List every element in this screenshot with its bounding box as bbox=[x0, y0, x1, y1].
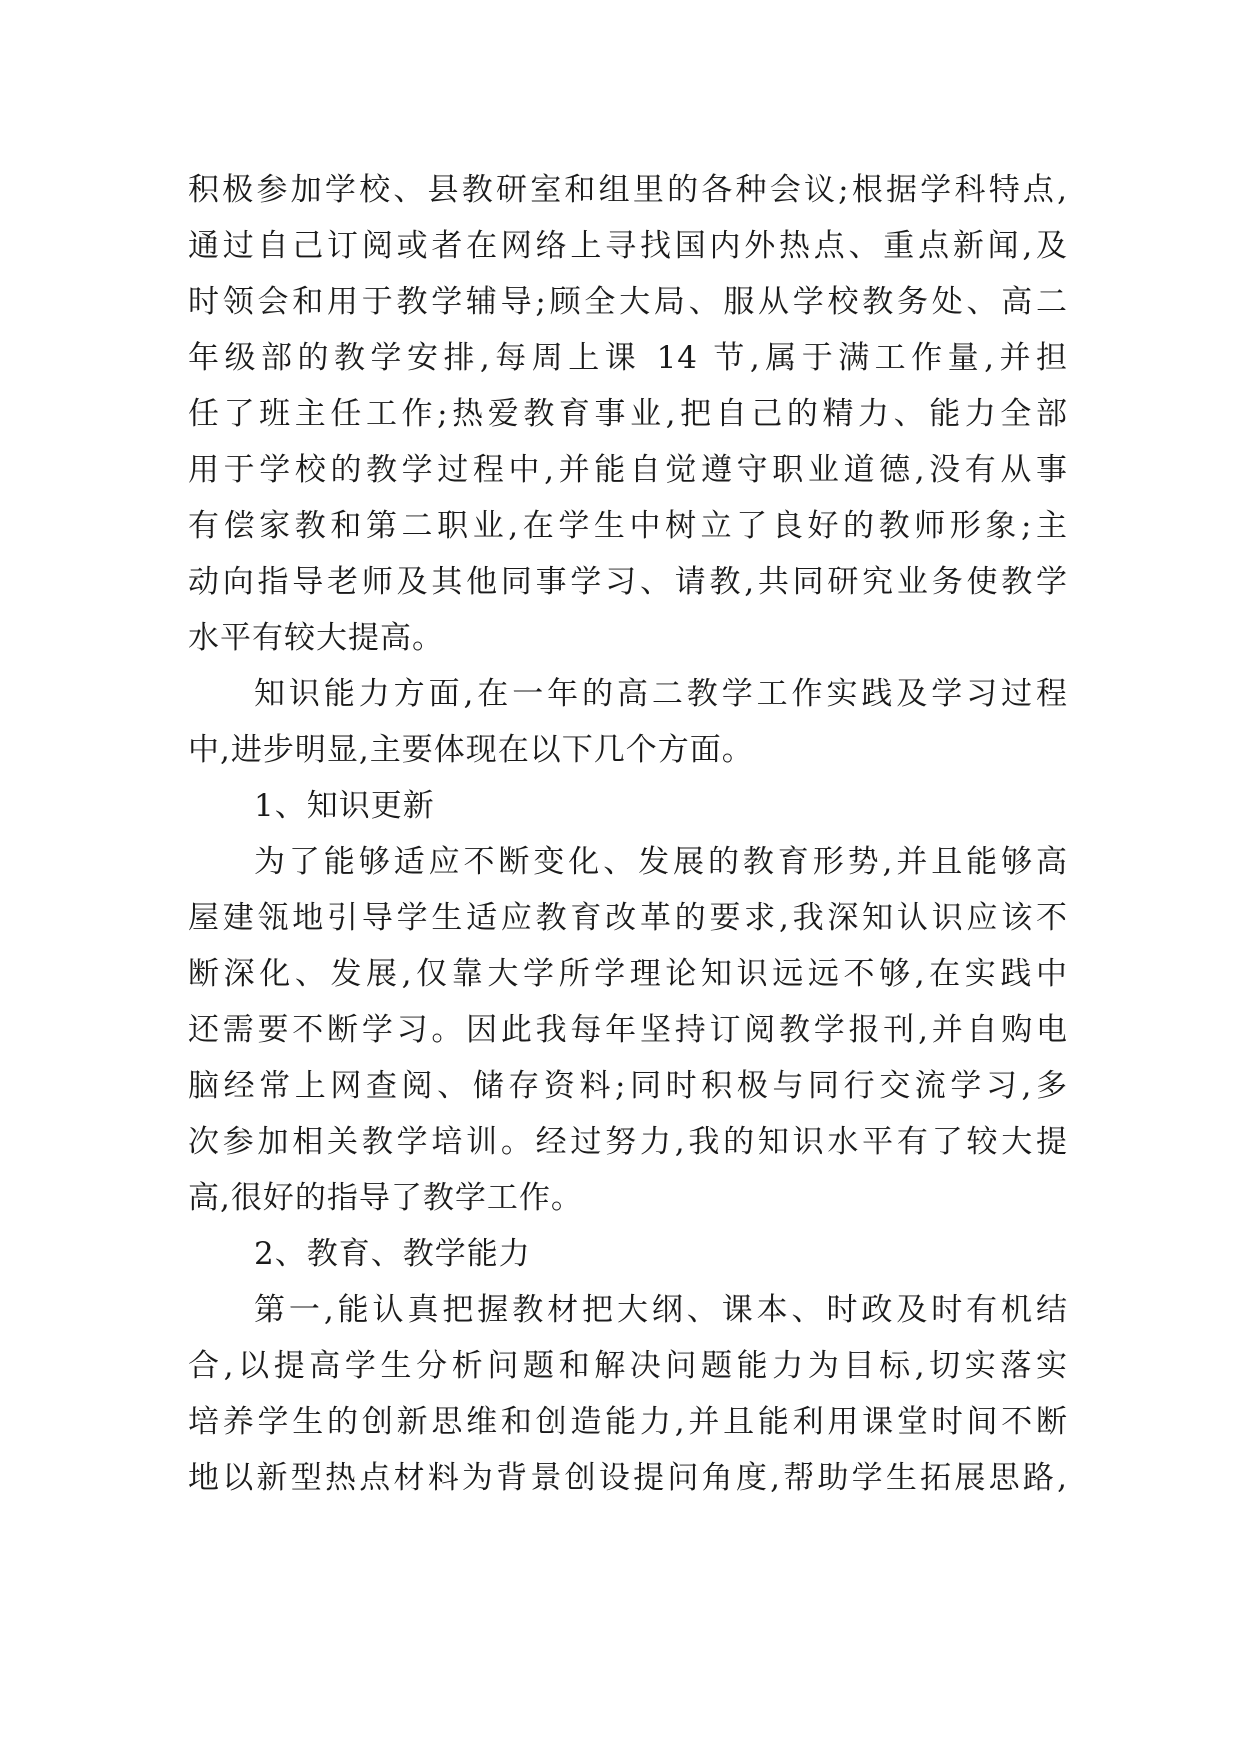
text-line: 动向指导老师及其他同事学习、请教,共同研究业务使教学 bbox=[188, 564, 1068, 600]
text-line: 高,很好的指导了教学工作。 bbox=[188, 1180, 583, 1216]
text-line: 屋建瓴地引导学生适应教育改革的要求,我深知认识应该不 bbox=[188, 900, 1068, 936]
text-line: 有偿家教和第二职业,在学生中树立了良好的教师形象;主 bbox=[188, 508, 1068, 544]
text-line: 地以新型热点材料为背景创设提问角度,帮助学生拓展思路, bbox=[188, 1460, 1068, 1496]
text-line: 1、知识更新 bbox=[254, 788, 435, 824]
text-line: 合,以提高学生分析问题和解决问题能力为目标,切实落实 bbox=[188, 1348, 1068, 1384]
text-line: 用于学校的教学过程中,并能自觉遵守职业道德,没有从事 bbox=[188, 452, 1068, 488]
text-line: 通过自己订阅或者在网络上寻找国内外热点、重点新闻,及 bbox=[188, 228, 1068, 264]
text-line: 为了能够适应不断变化、发展的教育形势,并且能够高 bbox=[254, 844, 1068, 880]
text-line: 时领会和用于教学辅导;顾全大局、服从学校教务处、高二 bbox=[188, 284, 1068, 320]
text-line: 还需要不断学习。因此我每年坚持订阅教学报刊,并自购电 bbox=[188, 1012, 1068, 1048]
text-line: 2、教育、教学能力 bbox=[254, 1236, 531, 1272]
text-line: 脑经常上网查阅、储存资料;同时积极与同行交流学习,多 bbox=[188, 1068, 1068, 1104]
text-line: 知识能力方面,在一年的高二教学工作实践及学习过程 bbox=[254, 676, 1068, 712]
text-line: 第一,能认真把握教材把大纲、课本、时政及时有机结 bbox=[254, 1292, 1068, 1328]
text-line: 任了班主任工作;热爱教育事业,把自己的精力、能力全部 bbox=[188, 396, 1068, 432]
text-line: 断深化、发展,仅靠大学所学理论知识远远不够,在实践中 bbox=[188, 956, 1068, 992]
document-body bbox=[188, 162, 1068, 1506]
text-line: 积极参加学校、县教研室和组里的各种会议;根据学科特点, bbox=[188, 172, 1068, 208]
text-line: 次参加相关教学培训。经过努力,我的知识水平有了较大提 bbox=[188, 1124, 1068, 1160]
text-line: 年级部的教学安排,每周上课 14 节,属于满工作量,并担 bbox=[188, 340, 1068, 376]
text-line: 水平有较大提高。 bbox=[188, 620, 444, 656]
text-line: 培养学生的创新思维和创造能力,并且能利用课堂时间不断 bbox=[188, 1404, 1068, 1440]
text-line: 中,进步明显,主要体现在以下几个方面。 bbox=[188, 732, 754, 768]
